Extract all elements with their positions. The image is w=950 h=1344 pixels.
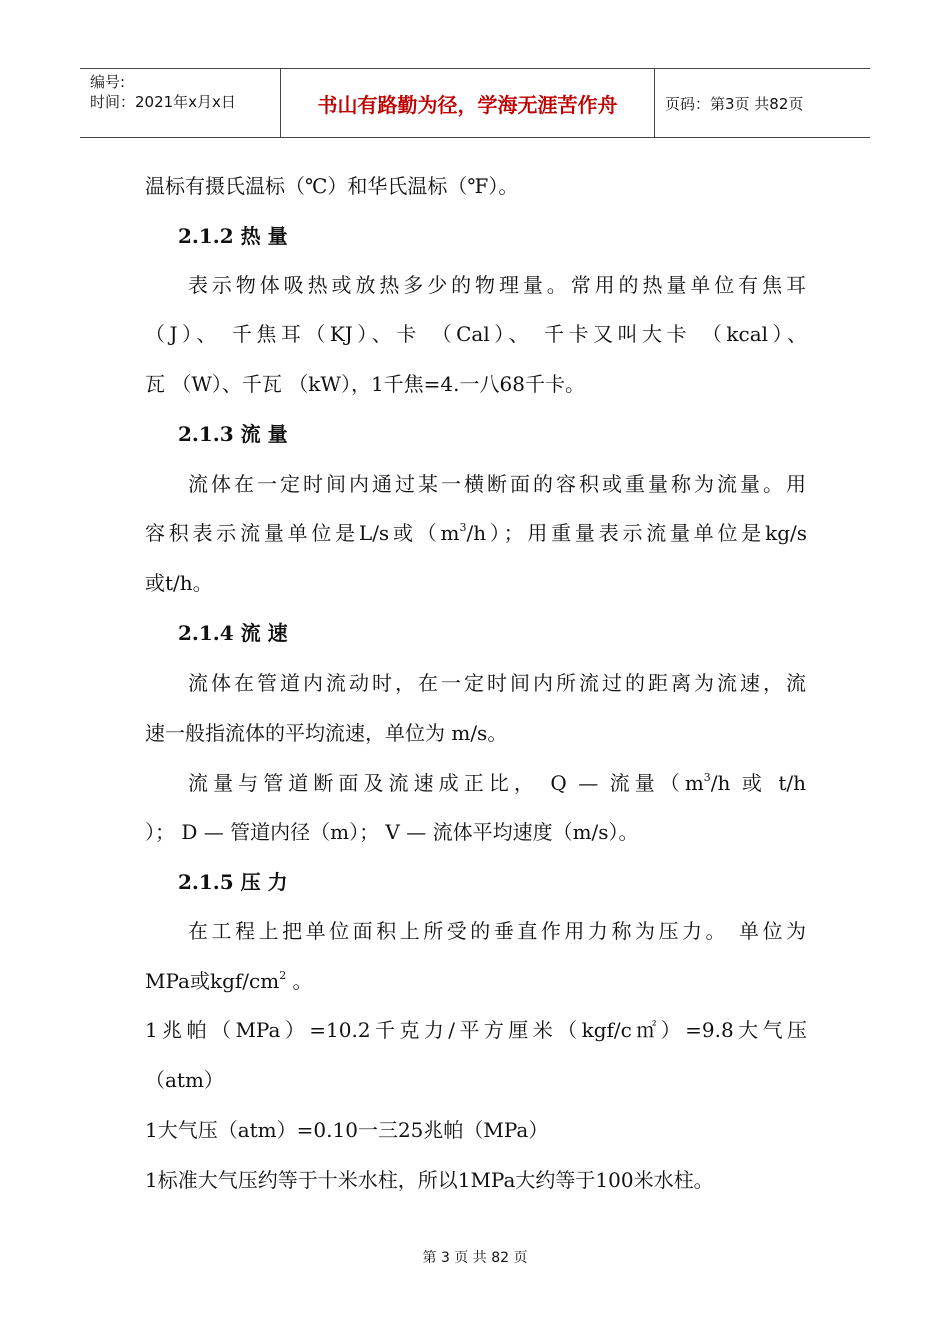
paragraph-line: 在工程上把单位面积上所受的垂直作用力称为压力。 单位为 [188,919,806,943]
superscript: 2 [279,969,287,982]
paragraph-line: 1标准大气压约等于十米水柱，所以1MPa大约等于100米水柱。 [145,1168,714,1192]
paragraph-line: 速一般指流体的平均流速，单位为 m/s。 [145,721,508,745]
header-page-info: 页码：第3页 共82页 [665,94,804,113]
superscript: 3 [459,521,467,534]
paragraph-line: ）； D — 管道内径（m）； V — 流体平均速度（m/s）。 [145,820,639,844]
paragraph-line: 1兆帕（MPa）=10.2千克力/平方厘米（kgf/c㎡）=9.8大气压 [145,1018,807,1042]
paragraph-line: 流体在管道内流动时，在一定时间内所流过的距离为流速，流 [188,671,806,695]
header-number-label: 编号: [90,73,126,91]
paragraph-line: 瓦 （W）、千瓦 （kW），1千焦=4.一八68千卡。 [145,372,585,396]
section-heading-2-1-3: 2.1.3 流 量 [178,422,288,446]
page-footer: 第 3 页 共 82 页 [422,1250,528,1266]
header-time-label: 时间：2021年x月x日 [90,93,236,111]
paragraph-line: 表示物体吸热或放热多少的物理量。常用的热量单位有焦耳 [188,273,806,297]
header-motto: 书山有路勤为径，学海无涯苦作舟 [281,69,655,137]
section-heading-2-1-2: 2.1.2 热 量 [178,224,288,248]
paragraph-line: 流体在一定时间内通过某一横断面的容积或重量称为流量。用 [188,472,806,496]
paragraph-line: （atm） [145,1068,224,1092]
header-meta-cell [80,69,281,137]
paragraph-line: MPa或kgf/$cm^2$ 。 [145,969,313,993]
paragraph-line: 流量与管道断面及流速成正比， Q — 流量（$m^3/h$ 或 t/h [188,771,806,795]
superscript: 3 [703,771,711,784]
paragraph-line: 或t/h。 [145,571,213,595]
paragraph-line: 温标有摄氏温标（℃）和华氏温标（℉）。 [145,174,519,198]
paragraph-line: 容积表示流量单位是L/s或$(m^3/h)$；用重量表示流量单位是kg/s [145,521,807,545]
section-heading-2-1-5: 2.1.5 压 力 [178,870,288,894]
document-header [80,68,870,138]
paragraph-line: 1大气压（atm）=0.10一三25兆帕（MPa） [145,1118,549,1142]
paragraph-line: （J）、 千焦耳（KJ）、卡 （Cal）、 千卡又叫大卡 （kcal）、 [145,322,807,346]
section-heading-2-1-4: 2.1.4 流 速 [178,621,288,645]
